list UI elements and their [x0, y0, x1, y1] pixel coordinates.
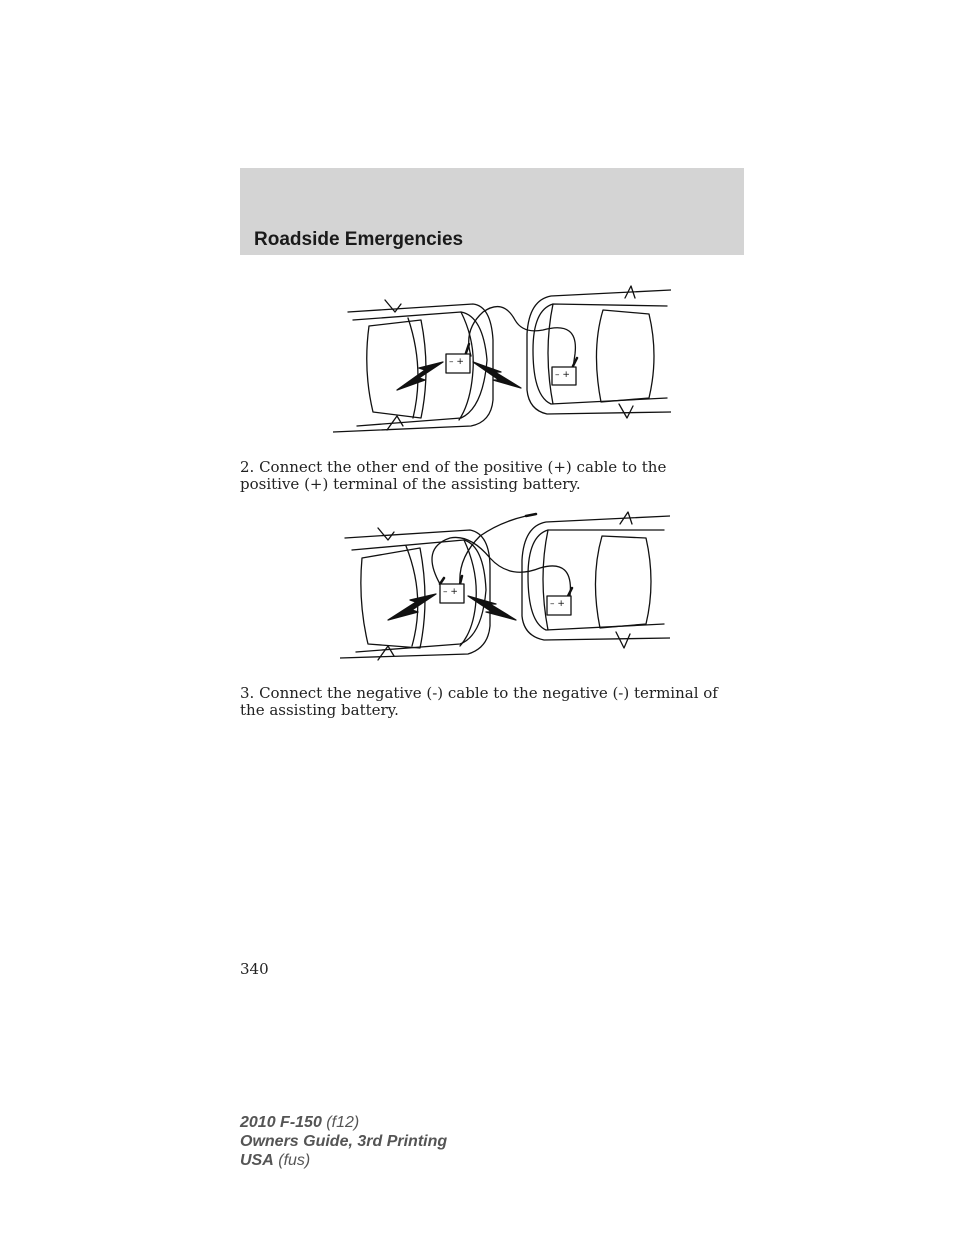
- jumper-cable: [469, 307, 576, 368]
- footer-market: USA: [240, 1152, 274, 1169]
- lightning-bolt-icon: [388, 594, 436, 620]
- battery-right-terminals: – +: [550, 599, 565, 609]
- section-header-band: [240, 168, 744, 255]
- battery-right-terminals: – +: [555, 370, 570, 380]
- footer-market-code: (fus): [278, 1152, 311, 1169]
- left-vehicle: [340, 528, 490, 660]
- document-footer: [240, 1113, 447, 1170]
- page-number: 340: [240, 960, 269, 978]
- footer-guide-edition: Owners Guide, 3rd Printing: [240, 1133, 448, 1150]
- right-vehicle: [527, 286, 671, 418]
- lightning-bolt-icon: [473, 362, 521, 388]
- instruction-step-2: 2. Connect the other end of the positive (+) cable to the positive (+) terminal of the assisting battery.: [240, 458, 667, 493]
- footer-model-code: (f12): [326, 1114, 360, 1131]
- battery-left-terminals: – +: [449, 357, 464, 367]
- instruction-step-3: 3. Connect the negative (-) cable to the negative (-) terminal of the assisting battery.: [240, 684, 718, 719]
- jump-start-illustration-2: [340, 508, 670, 670]
- cable-clamp-loose: [526, 514, 536, 516]
- footer-model: 2010 F-150: [240, 1114, 322, 1131]
- right-vehicle: [522, 512, 670, 648]
- lightning-bolt-icon: [397, 362, 443, 390]
- jumper-cable-negative: [460, 516, 526, 584]
- jump-start-illustration-1: [333, 280, 671, 440]
- cable-clamp: [440, 578, 444, 584]
- battery-left-terminals: – +: [443, 587, 458, 597]
- section-title: Roadside Emergencies: [254, 229, 464, 250]
